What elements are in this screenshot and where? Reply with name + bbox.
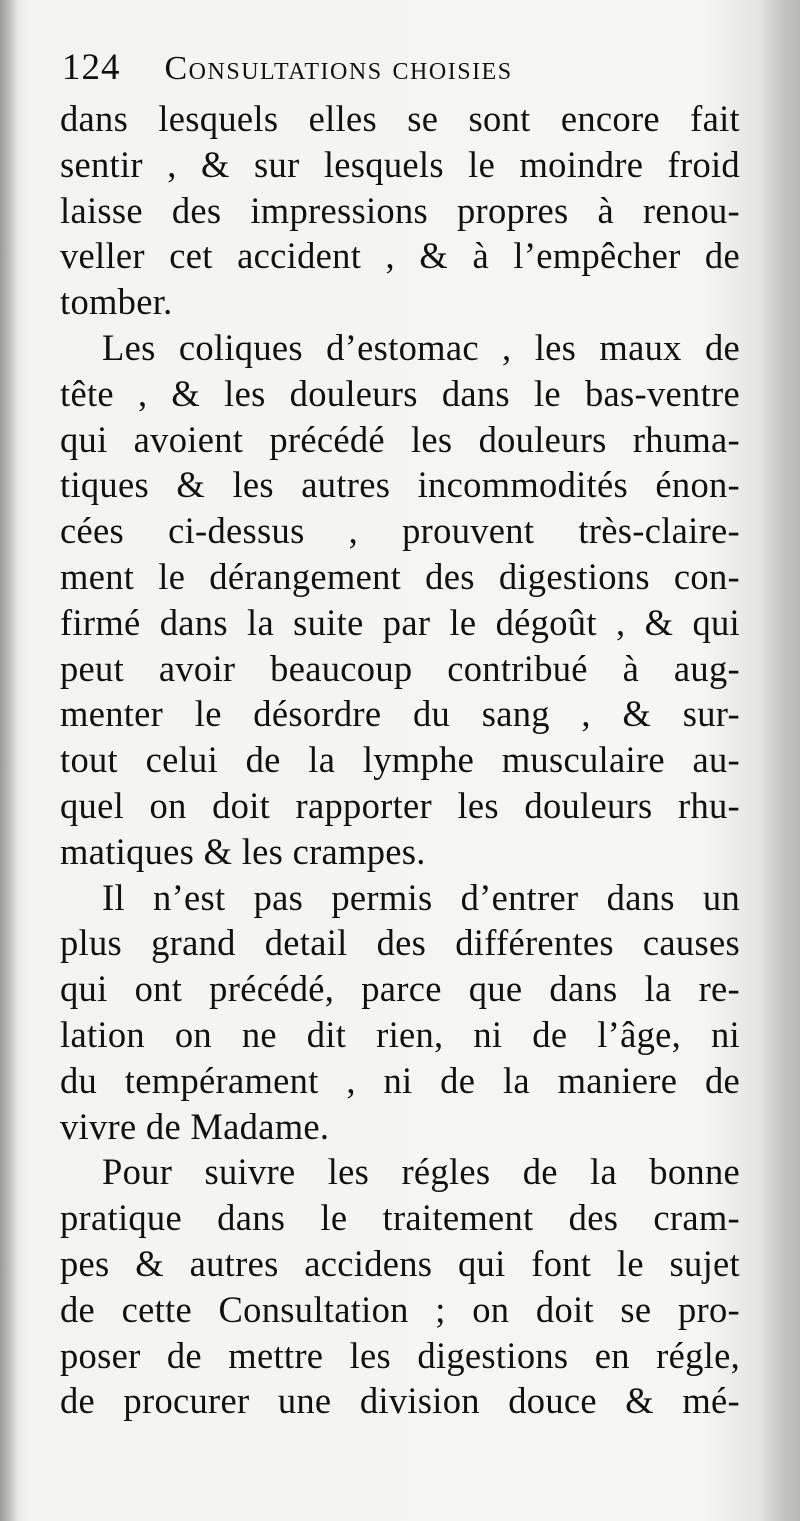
text-line: cées ci-dessus , prouvent très-claire- xyxy=(60,510,740,552)
text-line: laisse des impressions propres à renou- xyxy=(60,189,740,231)
text-line: poser de mettre les digestions en régle, xyxy=(60,1334,740,1376)
text-line: tête , & les douleurs dans le bas-ventre xyxy=(60,372,740,414)
running-head: Consultations choisies xyxy=(164,50,513,87)
text-line: quel on doit rapporter les douleurs rhu- xyxy=(60,784,740,826)
text-line: de procurer une division douce & mé- xyxy=(60,1380,740,1422)
text-line: du tempérament , ni de la maniere de xyxy=(60,1059,740,1101)
text-line: qui avoient précédé les douleurs rhuma- xyxy=(60,418,740,460)
text-line: plus grand detail des différentes causes xyxy=(60,922,740,964)
text-line: pes & autres accidens qui font le sujet xyxy=(60,1242,740,1284)
text-line: Pour suivre les régles de la bonne xyxy=(102,1151,740,1193)
text-line: firmé dans la suite par le dégoût , & qui xyxy=(60,601,740,643)
text-line: de cette Consultation ; on doit se pro- xyxy=(60,1288,740,1330)
page-edge-shadow xyxy=(760,0,800,1521)
text-line: Il n’est pas permis d’entrer dans un xyxy=(102,876,740,918)
text-line: qui ont précédé, parce que dans la re- xyxy=(60,968,740,1010)
text-line: lation on ne dit rien, ni de l’âge, ni xyxy=(60,1013,740,1055)
text-line: Les coliques d’estomac , les maux de xyxy=(102,326,740,368)
text-line: menter le désordre du sang , & sur- xyxy=(60,693,740,735)
text-line: ment le dérangement des digestions con- xyxy=(60,555,740,597)
text-line: pratique dans le traitement des cram- xyxy=(60,1197,740,1239)
text-line: matiques & les crampes. xyxy=(60,830,426,872)
body-text xyxy=(60,96,740,1424)
text-line: tomber. xyxy=(60,281,173,323)
text-line: peut avoir beaucoup contribué à aug- xyxy=(60,647,740,689)
text-line: veller cet accident , & à l’empêcher de xyxy=(60,235,740,277)
text-line: vivre de Madame. xyxy=(60,1105,330,1147)
spine-shadow xyxy=(0,0,18,1521)
text-line: dans lesquels elles se sont encore fait xyxy=(60,98,740,139)
text-line: tout celui de la lymphe musculaire au- xyxy=(60,739,740,781)
text-line: tiques & les autres incommodités énon- xyxy=(60,464,740,506)
page-number: 124 xyxy=(62,47,121,88)
text-line: sentir , & sur lesquels le moindre froid xyxy=(60,143,740,185)
page-header xyxy=(62,46,742,96)
